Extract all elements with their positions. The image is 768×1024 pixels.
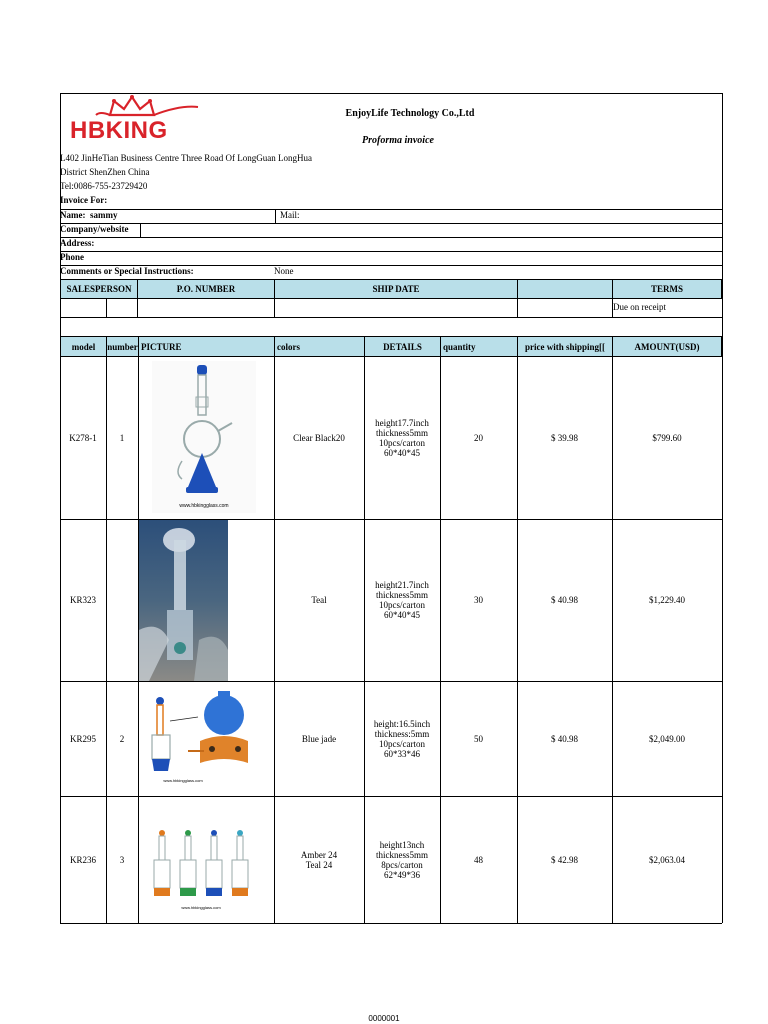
col-picture: PICTURE <box>138 336 275 357</box>
name-value: sammy <box>90 210 118 220</box>
grid-line <box>60 223 722 224</box>
row3-price: $ 40.98 <box>551 733 578 744</box>
page-number: 0000001 <box>368 1014 400 1023</box>
terms-value: Due on receipt <box>613 302 666 312</box>
name-label: Name: <box>60 210 86 220</box>
row1-amount: $799.60 <box>652 433 682 443</box>
grid-line <box>60 209 722 210</box>
comments-label: Comments or Special Instructions: <box>60 266 194 276</box>
row4-price: $ 42.98 <box>551 854 578 865</box>
row1-image-caption: www.hbkingglass.com <box>179 503 229 509</box>
row2-details: height21.7inch thickness5mm 10pcs/carton 60*40*45 <box>375 580 429 620</box>
grid-line <box>60 237 722 238</box>
grid-line <box>106 298 107 317</box>
row4-model: KR236 <box>69 854 96 865</box>
col-colors: colors <box>274 336 365 357</box>
row1-quantity: 20 <box>474 433 483 443</box>
grid-line <box>60 251 722 252</box>
row2-amount: $1,229.40 <box>649 595 685 605</box>
row3-model: KR295 <box>69 733 96 744</box>
logo-hb: HB <box>70 117 106 144</box>
grid-line <box>274 298 275 317</box>
row2-number <box>106 519 138 681</box>
company-website-label: Company/website <box>60 224 129 234</box>
row2-model: KR323 <box>69 595 96 605</box>
row1-details: height17.7inch thickness5mm 10pcs/carton 60*40*45 <box>375 418 429 458</box>
col-price: price with shipping[[ <box>517 336 613 357</box>
mail-label: Mail: <box>280 210 300 220</box>
row4-image-caption: www.hbkingglass.com <box>181 905 221 910</box>
grid-line <box>275 209 276 223</box>
row4-quantity: 48 <box>474 854 483 865</box>
invoice-for-label: Invoice For: <box>60 195 108 205</box>
row2-quantity: 30 <box>474 595 483 605</box>
row4-number: 3 <box>119 854 125 865</box>
row2-product-photo <box>139 520 228 681</box>
invoice-sheet <box>60 93 722 923</box>
row1-number: 1 <box>119 433 125 443</box>
row4-product-image <box>148 827 254 913</box>
header-ship-date: SHIP DATE <box>274 279 518 299</box>
row3-product-image <box>148 691 252 789</box>
col-amount: AMOUNT(USD) <box>612 336 722 357</box>
row3-image-caption: www.hbkingglass.com <box>163 778 203 783</box>
address-line-1: L402 JinHeTian Business Centre Three Road Of LongGuan LongHua <box>60 153 312 163</box>
logo-king: KING <box>105 117 168 144</box>
header-salesperson: SALESPERSON <box>60 279 138 299</box>
row1-colors: Clear Black20 <box>293 433 345 443</box>
row4-colors: Amber 24 Teal 24 <box>300 849 338 870</box>
grid-line <box>137 298 138 317</box>
address-label: Address: <box>60 238 95 248</box>
phone-label: Phone <box>60 252 85 262</box>
col-number: number <box>106 336 139 357</box>
company-tel: Tel:0086-755-23729420 <box>60 181 148 191</box>
col-quantity: quantity <box>440 336 518 357</box>
row4-details: height13nch thickness5mm 8pcs/carton 62*49*36 <box>376 839 428 880</box>
row3-colors: Blue jade <box>301 733 337 744</box>
grid-line <box>517 298 518 317</box>
comments-value: None <box>274 266 294 276</box>
row3-amount: $2,049.00 <box>649 733 685 744</box>
row3-number: 2 <box>119 733 125 744</box>
company-name: EnjoyLife Technology Co.,Ltd <box>345 108 475 119</box>
grid-line <box>140 223 141 237</box>
row1-model: K278-1 <box>69 433 97 443</box>
row3-details: height:16.5inch thickness:5mm 10pcs/carton 60*33*46 <box>373 718 431 759</box>
frame-top <box>60 93 722 94</box>
header-terms: TERMS <box>612 279 722 299</box>
col-details: DETAILS <box>364 336 441 357</box>
row1-price: $ 39.98 <box>551 433 578 443</box>
header-po-number: P.O. NUMBER <box>137 279 275 299</box>
address-line-2: District ShenZhen China <box>60 167 150 177</box>
row2-colors: Teal <box>311 595 327 605</box>
row3-quantity: 50 <box>474 733 483 744</box>
row1-product-image <box>152 361 256 513</box>
frame-right <box>722 93 723 923</box>
header-blank <box>517 279 613 299</box>
col-model: model <box>60 336 107 357</box>
row2-price: $ 40.98 <box>551 595 578 605</box>
row4-amount: $2,063.04 <box>649 854 685 865</box>
grid-line <box>60 317 722 318</box>
document-title: Proforma invoice <box>362 135 434 146</box>
frame-bottom <box>60 923 722 924</box>
